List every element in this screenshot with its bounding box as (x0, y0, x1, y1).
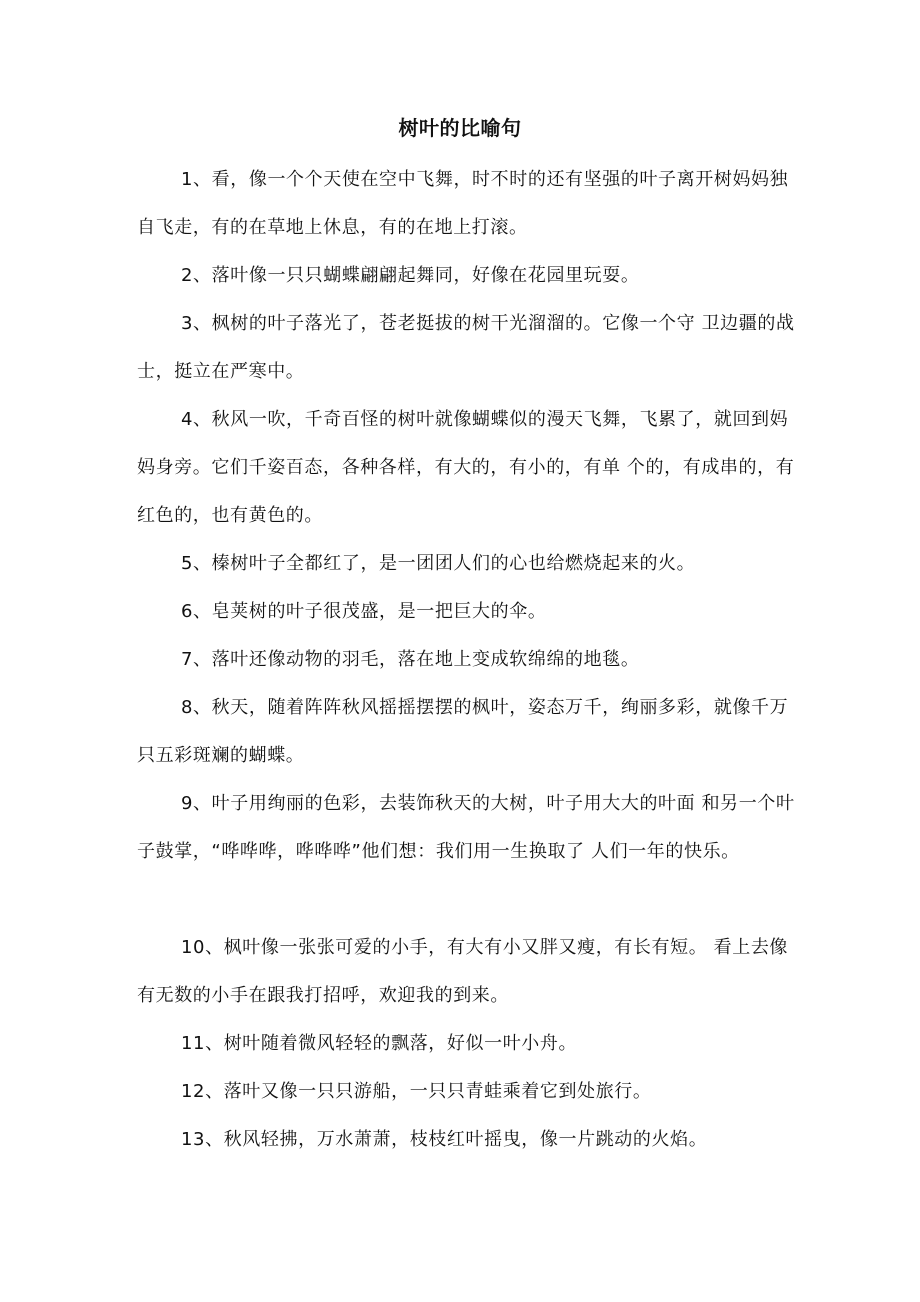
paragraph-2: 2、落叶像一只只蝴蝶翩翩起舞同，好像在花园里玩耍。 (181, 265, 640, 286)
paragraph-6: 6、皂荚树的叶子很茂盛，是一把巨大的伞。 (181, 601, 547, 622)
paragraph-9: 9、叶子用绚丽的色彩，去装饰秋天的大树，叶子用大大的叶面 和另一个叶子鼓掌，“哗哗哗，哗哗哗”他们想：我们用一生换取了 人们一年的快乐。 (137, 793, 795, 862)
paragraph-11: 11、树叶随着微风轻轻的飘落，好似一叶小舟。 (181, 1033, 578, 1054)
paragraph-1: 1、看，像一个个天使在空中飞舞，时不时的还有坚强的叶子离开树妈妈独自飞走，有的在草地上休息，有的在地上打滚。 (137, 169, 789, 238)
paragraph-13: 13、秋风轻拂，万水萧萧，枝枝红叶摇曳，像一片跳动的火焰。 (181, 1129, 708, 1150)
paragraph-7: 7、落叶还像动物的羽毛，落在地上变成软绵绵的地毯。 (181, 649, 640, 670)
paragraph-4: 4、秋风一吹，千奇百怪的树叶就像蝴蝶似的漫天飞舞，飞累了，就回到妈妈身旁。它们千姿百态，各种各样，有大的，有小的，有单 个的，有成串的，有红色的，也有黄色的。 (137, 409, 795, 526)
paragraph-12: 12、落叶又像一只只游船，一只只青蛙乘着它到处旅行。 (181, 1081, 652, 1102)
paragraph-10: 10、枫叶像一张张可爱的小手，有大有小又胖又瘦，有长有短。 看上去像有无数的小手在跟我打招呼，欢迎我的到来。 (137, 937, 789, 1006)
paragraph-8: 8、秋天，随着阵阵秋风摇摇摆摆的枫叶，姿态万千，绚丽多彩，就像千万只五彩斑斓的蝴蝶。 (137, 697, 789, 766)
paragraph-3: 3、枫树的叶子落光了，苍老挺拔的树干光溜溜的。它像一个守 卫边疆的战士，挺立在严寒中。 (137, 313, 795, 382)
paragraph-5: 5、榛树叶子全都红了，是一团团人们的心也给燃烧起来的火。 (181, 553, 696, 574)
page-title: 树叶的比喻句 (398, 116, 522, 140)
